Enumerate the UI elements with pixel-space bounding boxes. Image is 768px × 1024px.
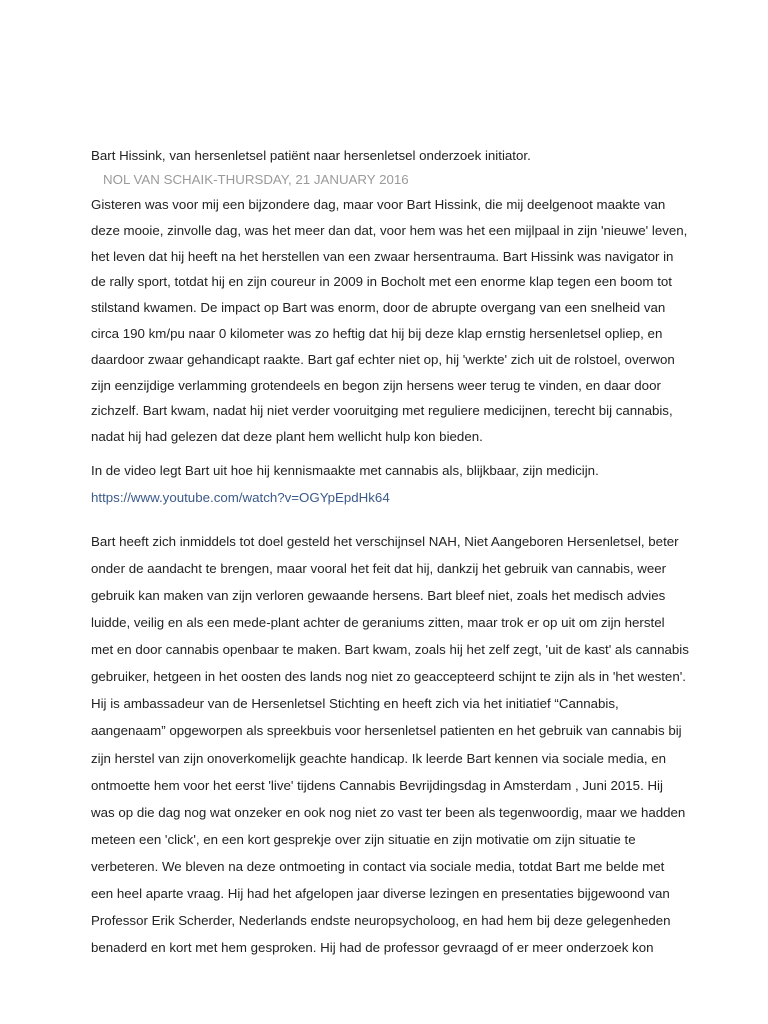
text-line: gebruiker, hetgeen in het oosten des lands nog niet zo geaccepteerd schijnt te zijn als in 'het westen'.	[91, 669, 686, 685]
text-line: onder de aandacht te brengen, maar vooral het feit dat hij, dankzij het gebruik van cannabis, weer	[91, 560, 667, 576]
text-line: nadat hij had gelezen dat deze plant hem wellicht hulp kon bieden.	[91, 429, 483, 445]
text-line: meteen een 'click', en een kort gesprekje over zijn situatie en zijn motivatie om zijn situatie te	[91, 831, 636, 847]
text-line: benaderd en kort met hem gesproken. Hij had de professor gevraagd of er meer onderzoek kon	[91, 940, 654, 956]
paragraph-intro	[91, 192, 687, 450]
text-line: stilstand kwamen. De impact op Bart was enorm, door de abrupte overgang van een snelheid van	[91, 300, 666, 316]
text-line: In de video legt Bart uit hoe hij kennismaakte met cannabis als, blijkbaar, zijn medicijn.	[91, 462, 599, 478]
paragraph-body	[91, 528, 687, 962]
text-line: circa 190 km/pu naar 0 kilometer was zo heftig dat hij bij deze klap ernstig hersenletsel opliep, en	[91, 325, 663, 341]
text-line: deze mooie, zinvolle dag, was het meer dan dat, voor hem was het een mijlpaal in zijn 'nieuwe' leven,	[91, 222, 688, 238]
text-line: aangenaam” opgeworpen als spreekbuis voor hersenletsel patienten en het gebruik van cannabis bij	[91, 723, 682, 739]
text-line: verbeteren. We bleven na deze ontmoeting in contact via sociale media, totdat Bart me belde met	[91, 858, 665, 874]
article-byline: NOL VAN SCHAIK-THURSDAY, 21 JANUARY 2016	[103, 172, 409, 187]
text-line: met en door cannabis openbaar te maken. Bart kwam, zoals hij het zelf zegt, 'uit de kast' als cannabis	[91, 642, 689, 658]
text-line: zijn eenzijdige verlamming grotendeels en begon zijn hersens weer terug te vinden, en daar door	[91, 377, 661, 393]
text-line: de rally sport, totdat hij en zijn coureur in 2009 in Bocholt met een enorme klap tegen een boom tot	[91, 274, 672, 290]
text-line: Hij is ambassadeur van de Hersenletsel Stichting en heeft zich via het initiatief “Cannabis,	[91, 696, 619, 712]
text-line: was op die dag nog wat onzeker en ook nog niet zo vast ter been als tegenwoordig, maar we hadden	[91, 804, 686, 820]
document-page	[91, 144, 687, 961]
text-line: ontmoette hem voor het eerst 'live' tijdens Cannabis Bevrijdingsdag in Amsterdam , Juni 2015. Hij	[91, 777, 663, 793]
text-line: luidde, veilig en als een mede-plant achter de geraniums zitten, maar trok er op uit om zijn herstel	[91, 615, 665, 631]
video-link[interactable]	[91, 484, 687, 511]
text-line: Gisteren was voor mij een bijzondere dag, maar voor Bart Hissink, die mij deelgenoot maakte van	[91, 197, 666, 212]
text-line: Professor Erik Scherder, Nederlands endste neuropsycholoog, en had hem bij deze gelegenheden	[91, 913, 671, 929]
article-title: Bart Hissink, van hersenletsel patiënt naar hersenletsel onderzoek initiator.	[91, 148, 531, 163]
text-line: zichzelf. Bart kwam, nadat hij niet verder vooruitging met reguliere medicijnen, terecht bij cannabis,	[91, 403, 673, 419]
paragraph-video-intro	[91, 458, 687, 484]
text-line: Bart heeft zich inmiddels tot doel gesteld het verschijnsel NAH, Niet Aangeboren Hersenletsel, beter	[91, 533, 679, 549]
text-line: het leven dat hij heeft na het herstellen van een zwaar hersentrauma. Bart Hissink was navigator in	[91, 248, 674, 264]
text-line: zijn herstel van zijn onoverkomelijk geachte handicap. Ik leerde Bart kennen via sociale media, en	[91, 750, 667, 766]
text-line: een heel aparte vraag. Hij had het afgelopen jaar diverse lezingen en presentaties bijgewoond van	[91, 885, 670, 901]
text-line: daardoor zwaar gehandicapt raakte. Bart gaf echter niet op, hij 'werkte' zich uit de rolstoel, overwon	[91, 351, 675, 367]
text-line: gebruik kan maken van zijn verloren gewaande hersens. Bart bleef niet, zoals het medisch advies	[91, 587, 666, 603]
video-link-text[interactable]: https://www.youtube.com/watch?v=OGYpEpdHk64	[91, 489, 390, 505]
